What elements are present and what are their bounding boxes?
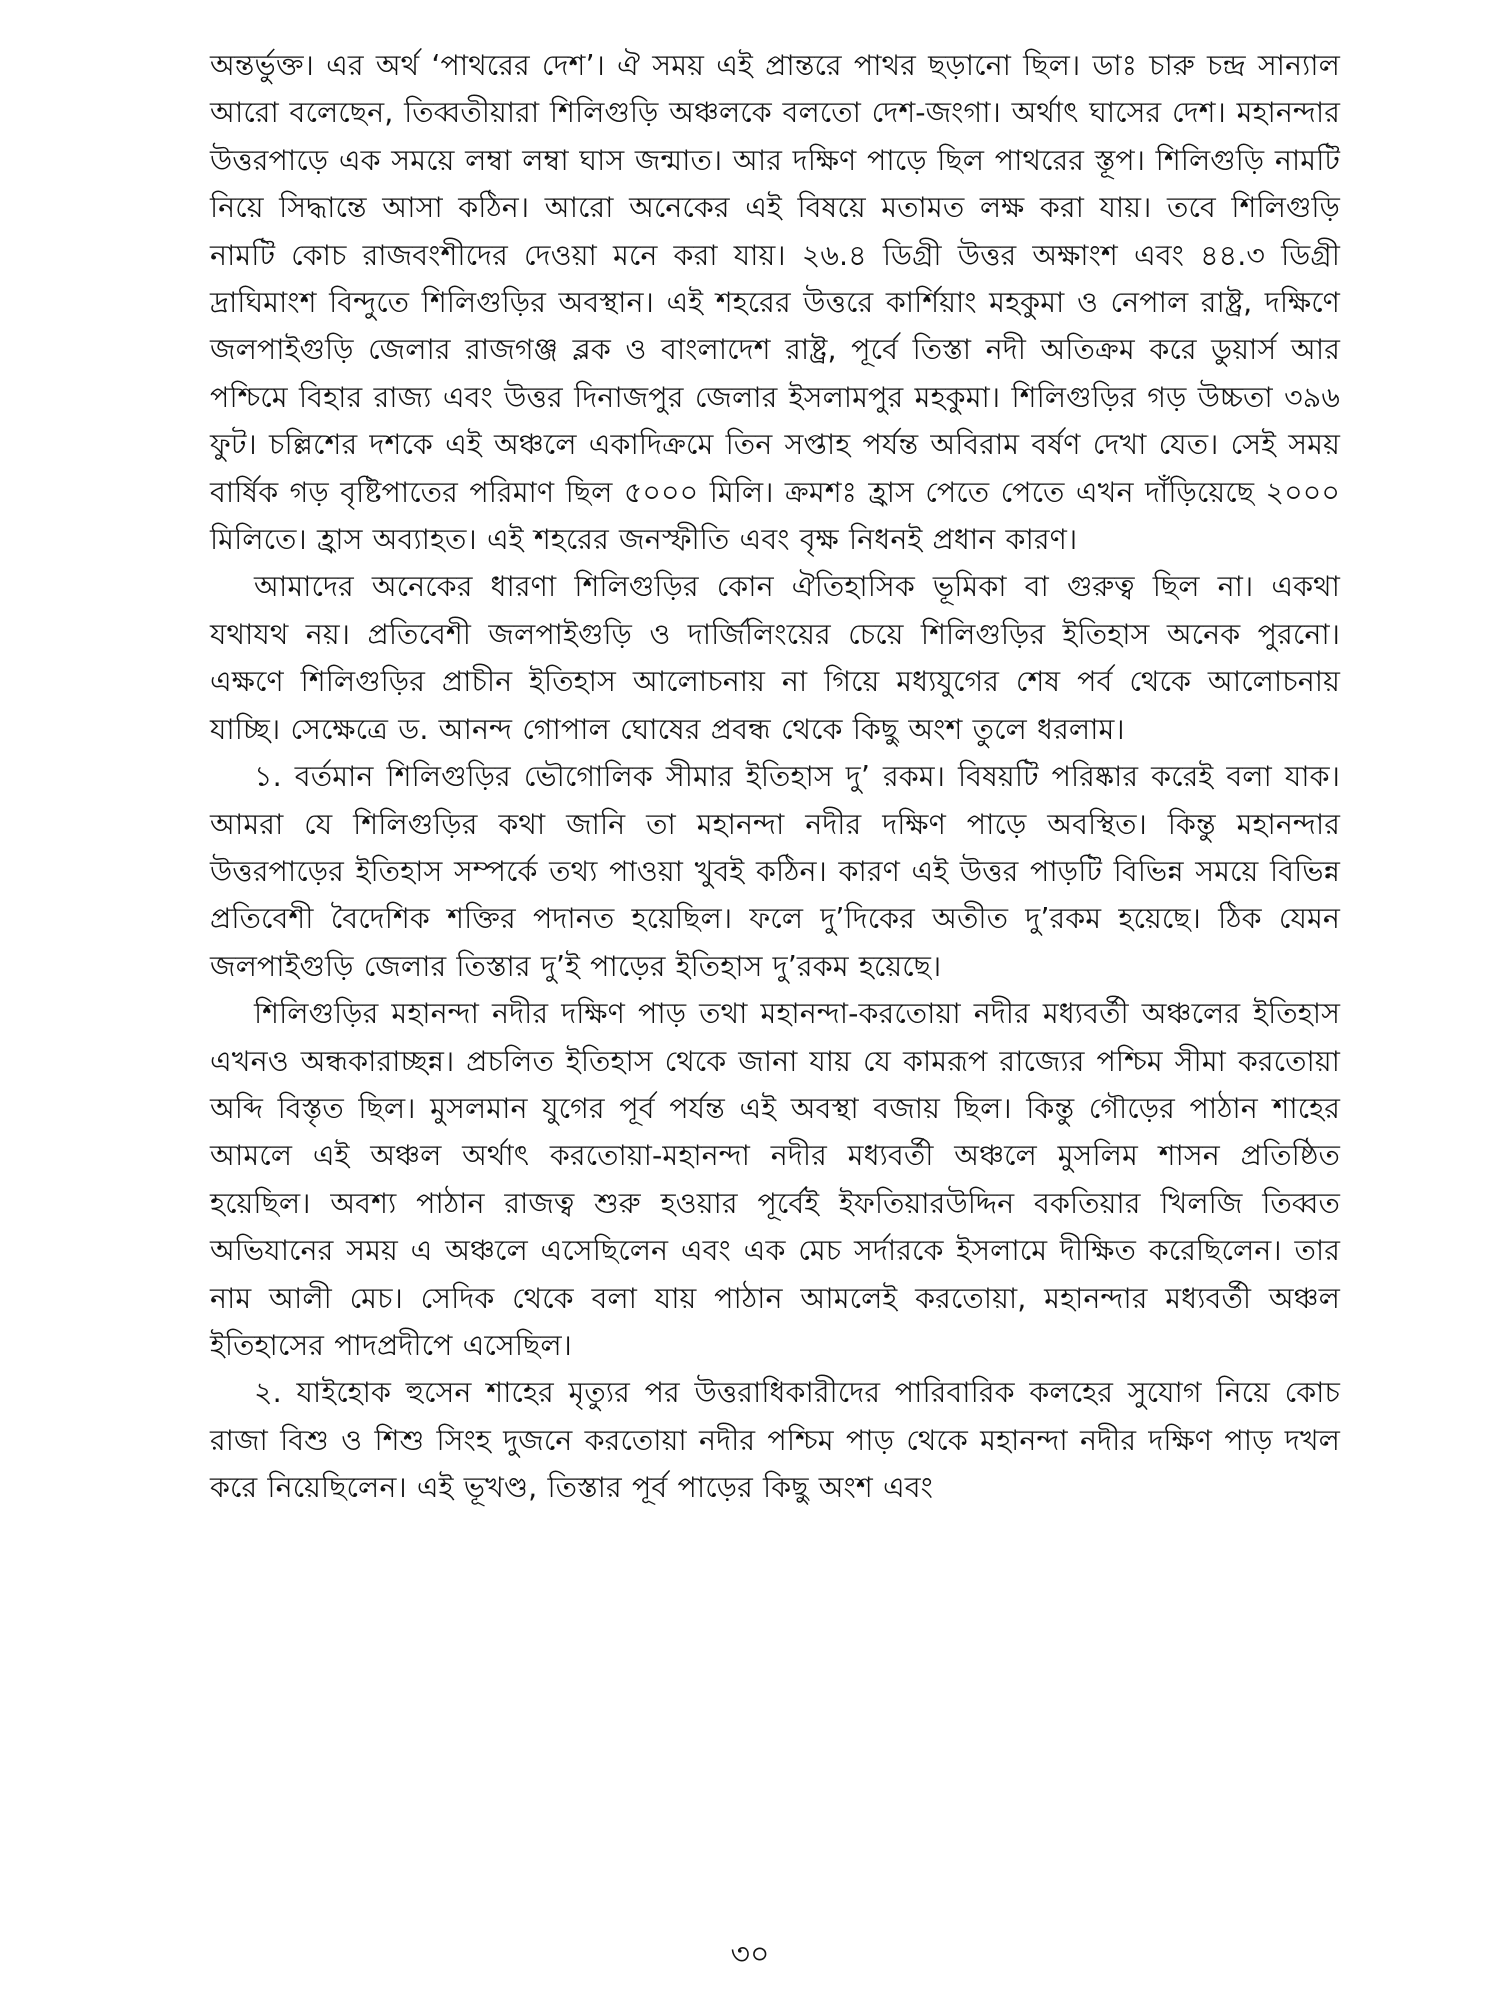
paragraph-1: অন্তর্ভুক্ত। এর অর্থ ‘পাথরের দেশ’। ঐ সময় এই প্রান্তরে পাথর ছড়ানো ছিল। ডাঃ চারু চন্দ্র সান্যাল আরো বলেছেন, তিব্বতীয়ারা শিলিগুড়ি অঞ্চলকে বলতো দেশ-জংগা। অর্থাৎ ঘাসের দেশ। মহানন্দার উত্তরপাড়ে এক সময়ে লম্বা লম্বা ঘাস জন্মাত। আর দক্ষিণ পাড়ে ছিল পাথরের স্তূপ। শিলিগুড়ি নামটি নিয়ে সিদ্ধান্তে আসা কঠিন। আরো অনেকের এই বিষয়ে মতামত লক্ষ করা যায়। তবে শিলিগুড়ি নামটি কোচ রাজবংশীদের দেওয়া মনে করা যায়। ২৬.৪ ডিগ্রী উত্তর অক্ষাংশ এবং ৪৪.৩ ডিগ্রী দ্রাঘিমাংশ বিন্দুতে শিলিগুড়ির অবস্থান। এই শহরের উত্তরে কার্শিয়াং মহকুমা ও নেপাল রাষ্ট্র, দক্ষিণে জলপাইগুড়ি জেলার রাজগঞ্জ ব্লক ও বাংলাদেশ রাষ্ট্র, পূর্বে তিস্তা নদী অতিক্রম করে ডুয়ার্স আর পশ্চিমে বিহার রাজ্য এবং উত্তর দিনাজপুর জেলার ইসলামপুর মহকুমা। শিলিগুড়ির গড় উচ্চতা ৩৯৬ ফুট। চল্লিশের দশকে এই অঞ্চলে একাদিক্রমে তিন সপ্তাহ পর্যন্ত অবিরাম বর্ষণ দেখা যেত। সেই সময় বার্ষিক গড় বৃষ্টিপাতের পরিমাণ ছিল ৫০০০ মিলি। ক্রমশঃ হ্রাস পেতে পেতে এখন দাঁড়িয়েছে ২০০০ মিলিতে। হ্রাস অব্যাহত। এই শহরের জনস্ফীতি এবং বৃক্ষ নিধনই প্রধান কারণ। (210, 49, 1340, 557)
paragraph-2: আমাদের অনেকের ধারণা শিলিগুড়ির কোন ঐতিহাসিক ভূমিকা বা গুরুত্ব ছিল না। একথা যথাযথ নয়। প্রতিবেশী জলপাইগুড়ি ও দার্জিলিংয়ের চেয়ে শিলিগুড়ির ইতিহাস অনেক পুরনো। এক্ষণে শিলিগুড়ির প্রাচীন ইতিহাস আলোচনায় না গিয়ে মধ্যযুগের শেষ পর্ব থেকে আলোচনায় যাচ্ছি। সেক্ষেত্রে ড. আনন্দ গোপাল ঘোষের প্রবন্ধ থেকে কিছু অংশ তুলে ধরলাম। (210, 570, 1340, 746)
page-number: ৩০ (730, 1937, 770, 1972)
paragraph-5: ২. যাইহোক হুসেন শাহের মৃত্যুর পর উত্তরাধিকারীদের পারিবারিক কলহের সুযোগ নিয়ে কোচ রাজা বিশু ও শিশু সিংহ দুজনে করতোয়া নদীর পশ্চিম পাড় থেকে মহানন্দা নদীর দক্ষিণ পাড় দখল করে নিয়েছিলেন। এই ভূখণ্ড, তিস্তার পূর্ব পাড়ের কিছু অংশ এবং (210, 1376, 1340, 1505)
paragraph-4: শিলিগুড়ির মহানন্দা নদীর দক্ষিণ পাড় তথা মহানন্দা-করতোয়া নদীর মধ্যবর্তী অঞ্চলের ইতিহাস এখনও অন্ধকারাচ্ছন্ন। প্রচলিত ইতিহাস থেকে জানা যায় যে কামরূপ রাজ্যের পশ্চিম সীমা করতোয়া অব্দি বিস্তৃত ছিল। মুসলমান যুগের পূর্ব পর্যন্ত এই অবস্থা বজায় ছিল। কিন্তু গৌড়ের পাঠান শাহের আমলে এই অঞ্চল অর্থাৎ করতোয়া-মহানন্দা নদীর মধ্যবর্তী অঞ্চলে মুসলিম শাসন প্রতিষ্ঠিত হয়েছিল। অবশ্য পাঠান রাজত্ব শুরু হওয়ার পূর্বেই ইফতিয়ারউদ্দিন বকতিয়ার খিলজি তিব্বত অভিযানের সময় এ অঞ্চলে এসেছিলেন এবং এক মেচ সর্দারকে ইসলামে দীক্ষিত করেছিলেন। তার নাম আলী মেচ। সেদিক থেকে বলা যায় পাঠান আমলেই করতোয়া, মহানন্দার মধ্যবর্তী অঞ্চল ইতিহাসের পাদপ্রদীপে এসেছিল। (210, 997, 1340, 1362)
paragraph-3: ১. বর্তমান শিলিগুড়ির ভৌগোলিক সীমার ইতিহাস দু’ রকম। বিষয়টি পরিষ্কার করেই বলা যাক। আমরা যে শিলিগুড়ির কথা জানি তা মহানন্দা নদীর দক্ষিণ পাড়ে অবস্থিত। কিন্তু মহানন্দার উত্তরপাড়ের ইতিহাস সম্পর্কে তথ্য পাওয়া খুবই কঠিন। কারণ এই উত্তর পাড়টি বিভিন্ন সময়ে বিভিন্ন প্রতিবেশী বৈদেশিক শক্তির পদানত হয়েছিল। ফলে দু’দিকের অতীত দু’রকম হয়েছে। ঠিক যেমন জলপাইগুড়ি জেলার তিস্তার দু’ই পাড়ের ইতিহাস দু’রকম হয়েছে। (210, 760, 1340, 983)
document-page (210, 42, 1340, 1922)
